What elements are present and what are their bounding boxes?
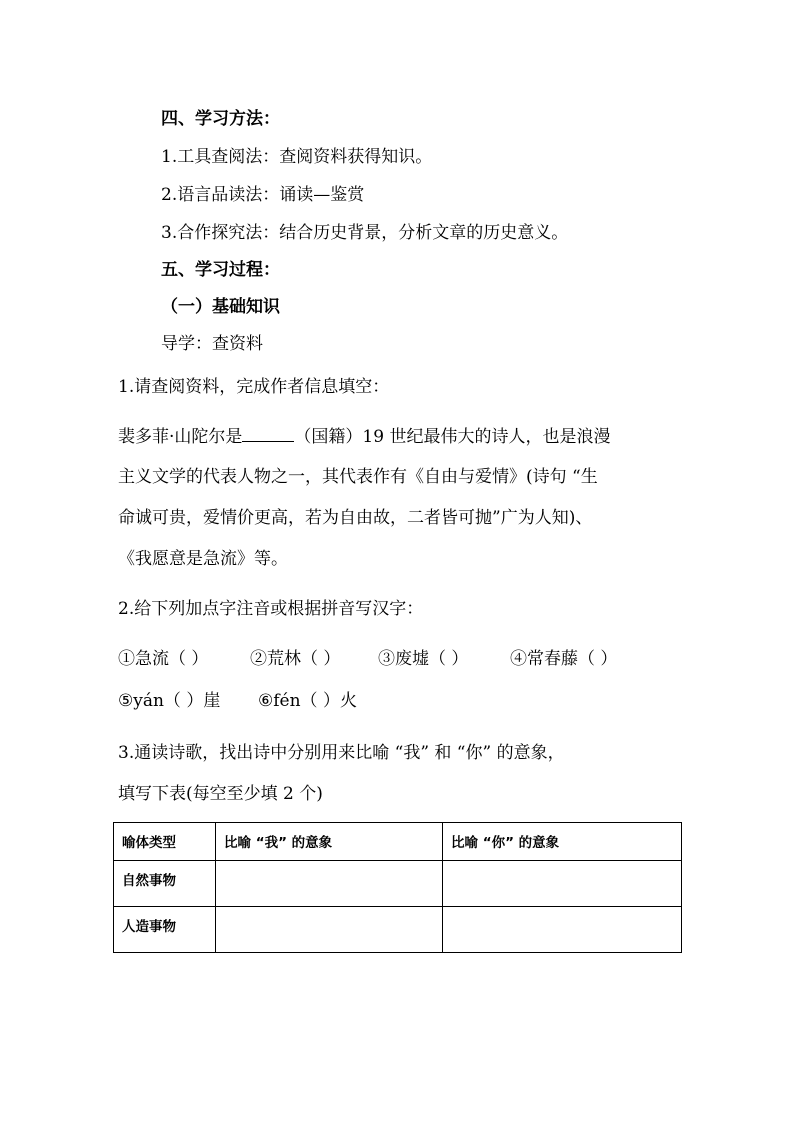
table-header-vehicle-type: 喻体类型 <box>114 823 216 861</box>
question-1-line-4: 《我愿意是急流》等。 <box>118 549 288 569</box>
author-text-before: 裴多菲·山陀尔是 <box>118 427 243 447</box>
pinyin-row-1 <box>118 648 617 670</box>
question-2-prompt: 2.给下列加点字注音或根据拼音写汉字： <box>118 599 424 619</box>
word-item-4: ④常春藤（ ） <box>510 649 618 669</box>
imagery-table <box>113 822 682 953</box>
table-row <box>114 861 682 907</box>
basic-knowledge-heading: （一）基础知识 <box>161 297 280 317</box>
method-item-1: 1.工具查阅法：查阅资料获得知识。 <box>161 147 433 167</box>
question-1-prompt: 1.请查阅资料，完成作者信息填空： <box>118 377 390 397</box>
author-text-after: （国籍）19 世纪最伟大的诗人，也是浪漫 <box>294 427 611 447</box>
table-header-row <box>114 823 682 861</box>
word-item-1: ①急流（ ） <box>118 649 209 669</box>
question-1-line-1 <box>118 425 610 448</box>
cell-manmade-you[interactable] <box>443 907 682 953</box>
method-item-2: 2.语言品读法：诵读—鉴赏 <box>161 185 365 205</box>
nationality-blank[interactable] <box>242 425 294 442</box>
table-row <box>114 907 682 953</box>
section5-heading: 五、学习过程： <box>161 260 280 280</box>
pinyin-row-2 <box>118 690 357 712</box>
row-label-natural: 自然事物 <box>114 861 216 907</box>
guide-label: 导学：查资料 <box>161 334 263 354</box>
word-item-2: ②荒林（ ） <box>250 649 341 669</box>
question-3-prompt-line-2: 填写下表(每空至少填 2 个) <box>118 784 323 804</box>
cell-natural-me[interactable] <box>216 861 443 907</box>
question-1-line-2: 主义文学的代表人物之一，其代表作有《自由与爱情》(诗句 “生 <box>118 467 598 487</box>
question-3-prompt-line-1: 3.通读诗歌，找出诗中分别用来比喻 “我” 和 “你” 的意象， <box>118 743 565 763</box>
section4-heading: 四、学习方法： <box>161 109 280 129</box>
question-1-line-3: 命诚可贵，爱情价更高，若为自由故，二者皆可抛”广为人知)、 <box>118 508 593 528</box>
table-header-you-imagery: 比喻 “你” 的意象 <box>443 823 682 861</box>
row-label-manmade: 人造事物 <box>114 907 216 953</box>
word-item-5: ⑤yán（ ）崖 <box>118 691 221 711</box>
word-item-3: ③废墟（ ） <box>378 649 469 669</box>
cell-manmade-me[interactable] <box>216 907 443 953</box>
method-item-3: 3.合作探究法：结合历史背景，分析文章的历史意义。 <box>161 223 569 243</box>
cell-natural-you[interactable] <box>443 861 682 907</box>
table-header-me-imagery: 比喻 “我” 的意象 <box>216 823 443 861</box>
word-item-6: ⑥fén（ ）火 <box>258 691 357 711</box>
